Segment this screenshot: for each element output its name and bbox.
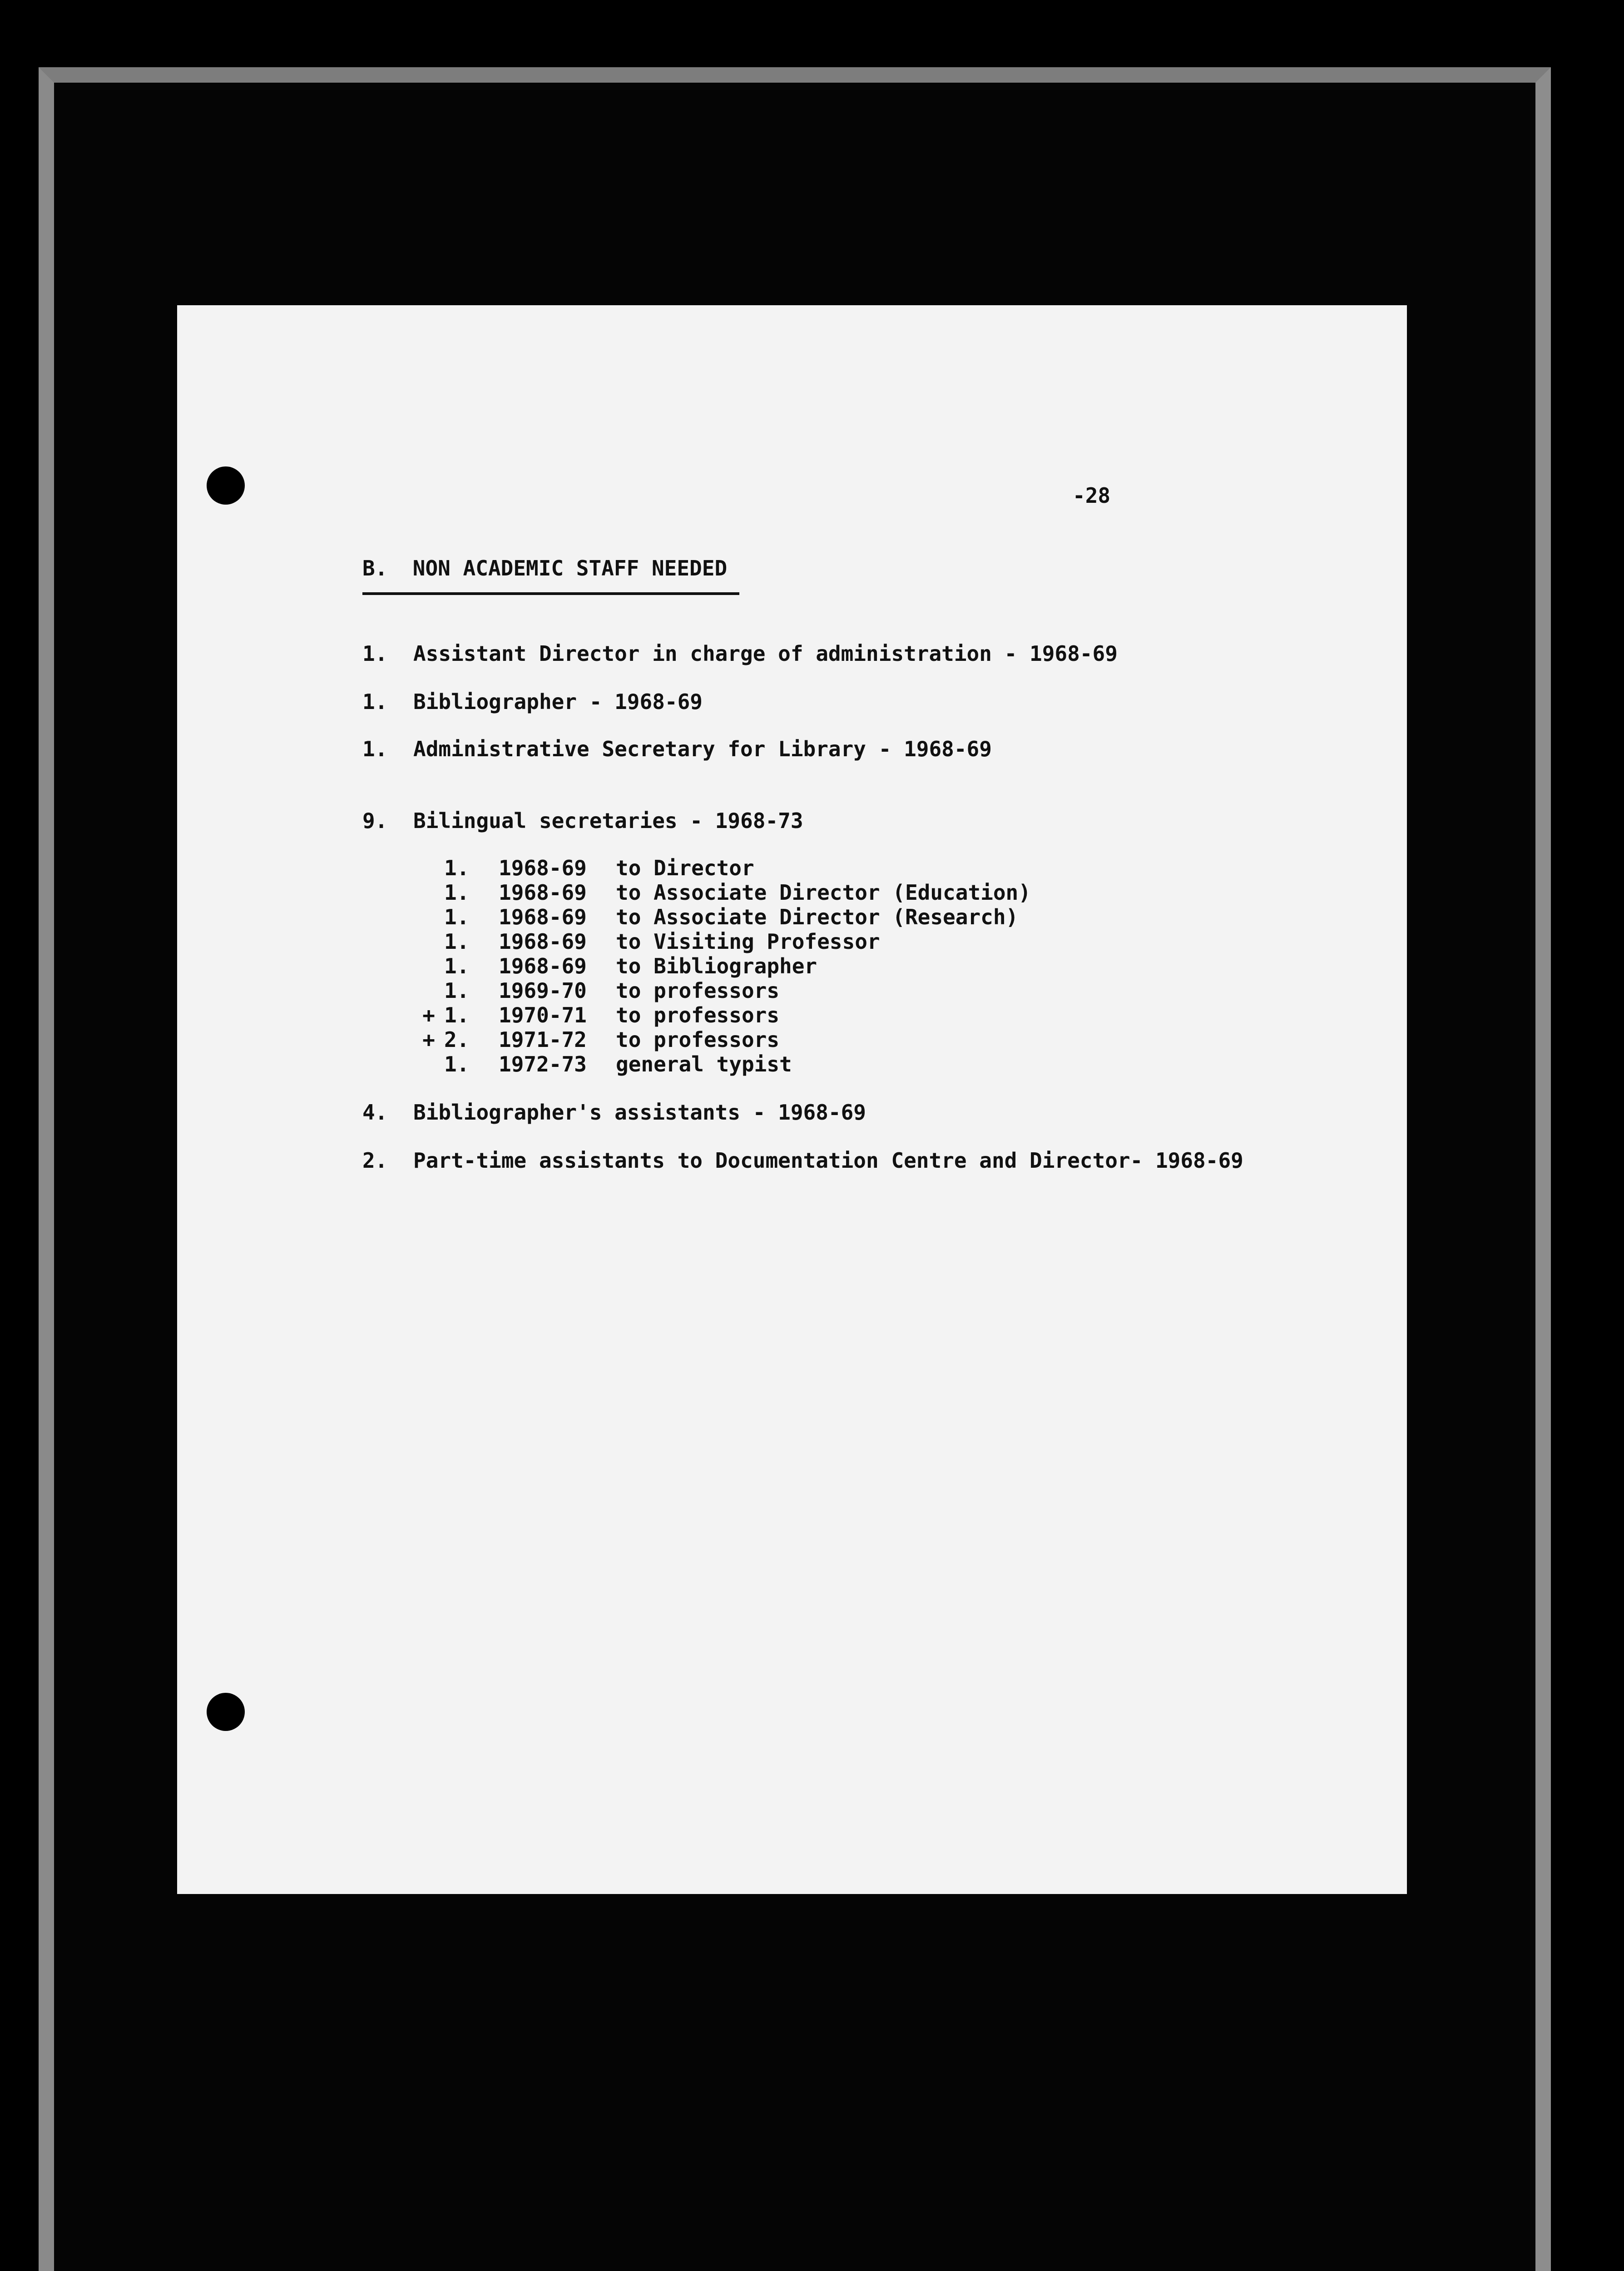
item-text: Assistant Director in charge of administration - 1968-69 bbox=[413, 641, 1118, 666]
document-page bbox=[177, 305, 1407, 1894]
item-count: 2. bbox=[362, 1148, 388, 1173]
item-count: 1. bbox=[362, 689, 388, 714]
section-heading: B. NON ACADEMIC STAFF NEEDED bbox=[362, 556, 728, 580]
staff-item bbox=[362, 808, 803, 833]
staff-item bbox=[362, 641, 1118, 666]
staff-item bbox=[362, 1148, 1243, 1173]
secretary-row: + 2. 1971-72 to professors bbox=[422, 1027, 780, 1052]
secretary-row: 1. 1968-69 to Bibliographer bbox=[444, 954, 817, 978]
secretary-row: 1. 1968-69 to Associate Director (Research) bbox=[444, 905, 1019, 929]
item-count: 4. bbox=[362, 1100, 388, 1125]
item-count: 9. bbox=[362, 808, 388, 833]
item-text: Bilingual secretaries - 1968-73 bbox=[413, 808, 803, 833]
item-text: Bibliographer's assistants - 1968-69 bbox=[413, 1100, 866, 1125]
secretary-row: 1. 1968-69 to Director bbox=[444, 856, 754, 880]
punch-hole bbox=[207, 466, 245, 505]
secretary-row: 1. 1972-73 general typist bbox=[444, 1052, 792, 1076]
staff-item bbox=[362, 737, 992, 761]
item-count: 1. bbox=[362, 737, 388, 761]
secretary-row: 1. 1969-70 to professors bbox=[444, 978, 780, 1003]
secretary-row: + 1. 1970-71 to professors bbox=[422, 1003, 780, 1027]
item-text: Administrative Secretary for Library - 1968-69 bbox=[413, 737, 992, 761]
page-number: -28 bbox=[1073, 483, 1111, 508]
secretary-row: 1. 1968-69 to Associate Director (Education) bbox=[444, 880, 1031, 905]
secretary-row: 1. 1968-69 to Visiting Professor bbox=[444, 929, 880, 954]
staff-item bbox=[362, 689, 703, 714]
staff-item bbox=[362, 1100, 866, 1125]
item-count: 1. bbox=[362, 641, 388, 666]
heading-underline bbox=[362, 592, 739, 595]
item-text: Part-time assistants to Documentation Centre and Director- 1968-69 bbox=[413, 1148, 1243, 1173]
item-text: Bibliographer - 1968-69 bbox=[413, 689, 703, 714]
punch-hole bbox=[207, 1693, 245, 1731]
